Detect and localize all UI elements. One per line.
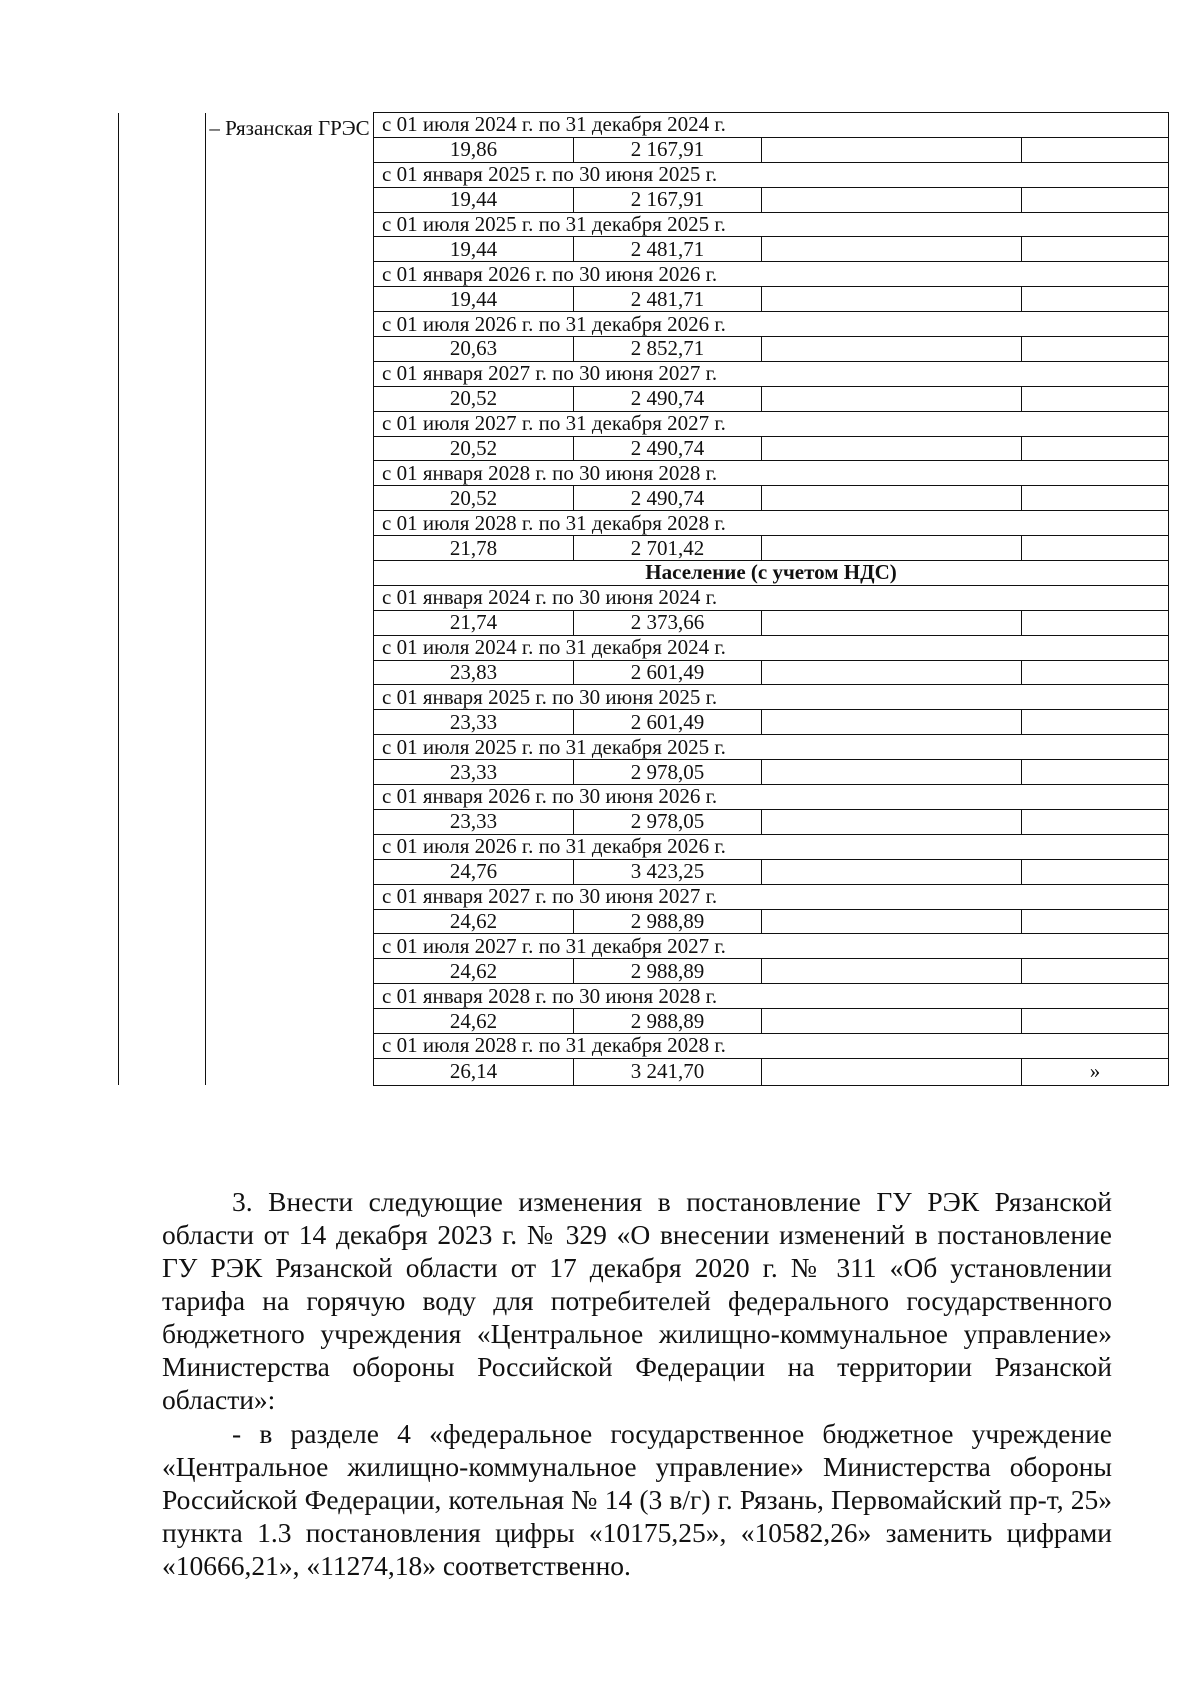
- closing-cell: [1022, 660, 1169, 685]
- period-cell: с 01 января 2024 г. по 30 июня 2024 г.: [374, 585, 1169, 610]
- price-value-cell: 3 241,70: [574, 1058, 762, 1085]
- price-value-cell: 2 601,49: [574, 660, 762, 685]
- organization-label: – Рязанская ГРЭС: [206, 113, 374, 1086]
- closing-cell: [1022, 237, 1169, 262]
- rate-value-cell: 24,76: [374, 859, 574, 884]
- closing-cell: [1022, 809, 1169, 834]
- blank-column-cell: [119, 113, 206, 1086]
- price-value-cell: 2 167,91: [574, 137, 762, 162]
- price-value-cell: 2 490,74: [574, 436, 762, 461]
- period-cell: с 01 января 2027 г. по 30 июня 2027 г.: [374, 361, 1169, 386]
- rate-value-cell: 24,62: [374, 909, 574, 934]
- closing-cell: [1022, 760, 1169, 785]
- price-value-cell: 2 988,89: [574, 959, 762, 984]
- empty-cell: [762, 809, 1022, 834]
- price-value-cell: 3 423,25: [574, 859, 762, 884]
- closing-cell: [1022, 137, 1169, 162]
- period-cell: с 01 января 2026 г. по 30 июня 2026 г.: [374, 262, 1169, 287]
- price-value-cell: 2 167,91: [574, 187, 762, 212]
- period-cell: с 01 января 2028 г. по 30 июня 2028 г.: [374, 984, 1169, 1009]
- closing-cell: [1022, 436, 1169, 461]
- paragraph-4: [162, 1417, 1112, 1582]
- rate-value-cell: 20,63: [374, 337, 574, 362]
- tariff-table: [118, 112, 1169, 1086]
- paragraph-3-text: 3. Внести следующие изменения в постановление ГУ РЭК Рязанской области от 14 декабря 2023 г. № 329 «О внесении изменений в постановление ГУ РЭК Рязанской области от 17 декабря 2020 г. № 311 «Об установлении тарифа на горячую воду для потребителей федерального государственного бюджетного учреждения «Центральное жилищно-коммунальное управление» Министерства обороны Российской Федерации на территории Рязанской области»:: [162, 1186, 1112, 1415]
- rate-value-cell: 21,74: [374, 610, 574, 635]
- period-cell: с 01 января 2025 г. по 30 июня 2025 г.: [374, 685, 1169, 710]
- closing-cell: [1022, 486, 1169, 511]
- rate-value-cell: 20,52: [374, 486, 574, 511]
- period-cell: с 01 июля 2028 г. по 31 декабря 2028 г.: [374, 1033, 1169, 1058]
- period-cell: с 01 июля 2024 г. по 31 декабря 2024 г.: [374, 113, 1169, 138]
- rate-value-cell: 19,44: [374, 187, 574, 212]
- paragraph-4-text: - в разделе 4 «федеральное государственное бюджетное учреждение «Центральное жилищно-коммунальное управление» Министерства обороны Российской Федерации, котельная № 14 (3 в/г) г. Рязань, Первомайский пр-т, 25» пункта 1.3 постановления цифры «10175,25», «10582,26» заменить цифрами «10666,21», «11274,18» соответственно.: [162, 1418, 1112, 1581]
- price-value-cell: 2 978,05: [574, 760, 762, 785]
- rate-value-cell: 23,33: [374, 809, 574, 834]
- empty-cell: [762, 610, 1022, 635]
- empty-cell: [762, 909, 1022, 934]
- empty-cell: [762, 710, 1022, 735]
- rate-value-cell: 24,62: [374, 1009, 574, 1034]
- closing-cell: [1022, 536, 1169, 561]
- empty-cell: [762, 486, 1022, 511]
- closing-cell: [1022, 337, 1169, 362]
- closing-cell: [1022, 287, 1169, 312]
- closing-cell: [1022, 610, 1169, 635]
- closing-cell: »: [1022, 1058, 1169, 1085]
- empty-cell: [762, 137, 1022, 162]
- empty-cell: [762, 187, 1022, 212]
- period-cell: с 01 января 2028 г. по 30 июня 2028 г.: [374, 461, 1169, 486]
- tariff-table-body: [119, 113, 1169, 1086]
- price-value-cell: 2 978,05: [574, 809, 762, 834]
- empty-cell: [762, 959, 1022, 984]
- rate-value-cell: 21,78: [374, 536, 574, 561]
- closing-cell: [1022, 710, 1169, 735]
- closing-cell: [1022, 1009, 1169, 1034]
- empty-cell: [762, 760, 1022, 785]
- rate-value-cell: 19,44: [374, 287, 574, 312]
- empty-cell: [762, 386, 1022, 411]
- rate-value-cell: 23,83: [374, 660, 574, 685]
- rate-value-cell: 19,44: [374, 237, 574, 262]
- rate-value-cell: 23,33: [374, 710, 574, 735]
- period-cell: с 01 июля 2027 г. по 31 декабря 2027 г.: [374, 411, 1169, 436]
- paragraph-3: [162, 1185, 1112, 1416]
- price-value-cell: 2 988,89: [574, 1009, 762, 1034]
- empty-cell: [762, 237, 1022, 262]
- price-value-cell: 2 373,66: [574, 610, 762, 635]
- period-cell: с 01 июля 2024 г. по 31 декабря 2024 г.: [374, 635, 1169, 660]
- closing-cell: [1022, 909, 1169, 934]
- price-value-cell: 2 852,71: [574, 337, 762, 362]
- price-value-cell: 2 701,42: [574, 536, 762, 561]
- rate-value-cell: 24,62: [374, 959, 574, 984]
- empty-cell: [762, 287, 1022, 312]
- period-cell: с 01 января 2026 г. по 30 июня 2026 г.: [374, 785, 1169, 810]
- period-cell: с 01 июля 2025 г. по 31 декабря 2025 г.: [374, 212, 1169, 237]
- closing-cell: [1022, 187, 1169, 212]
- price-value-cell: 2 481,71: [574, 237, 762, 262]
- empty-cell: [762, 1058, 1022, 1085]
- period-cell: с 01 июля 2026 г. по 31 декабря 2026 г.: [374, 834, 1169, 859]
- price-value-cell: 2 601,49: [574, 710, 762, 735]
- group-header-cell: Население (с учетом НДС): [374, 561, 1169, 586]
- empty-cell: [762, 337, 1022, 362]
- rate-value-cell: 20,52: [374, 436, 574, 461]
- table-row-period: [119, 113, 1169, 138]
- rate-value-cell: 23,33: [374, 760, 574, 785]
- rate-value-cell: 26,14: [374, 1058, 574, 1085]
- period-cell: с 01 июля 2025 г. по 31 декабря 2025 г.: [374, 735, 1169, 760]
- closing-cell: [1022, 859, 1169, 884]
- price-value-cell: 2 490,74: [574, 386, 762, 411]
- period-cell: с 01 июля 2028 г. по 31 декабря 2028 г.: [374, 511, 1169, 536]
- empty-cell: [762, 1009, 1022, 1034]
- price-value-cell: 2 481,71: [574, 287, 762, 312]
- period-cell: с 01 января 2025 г. по 30 июня 2025 г.: [374, 162, 1169, 187]
- period-cell: с 01 января 2027 г. по 30 июня 2027 г.: [374, 884, 1169, 909]
- empty-cell: [762, 859, 1022, 884]
- closing-cell: [1022, 386, 1169, 411]
- price-value-cell: 2 988,89: [574, 909, 762, 934]
- closing-cell: [1022, 959, 1169, 984]
- rate-value-cell: 20,52: [374, 386, 574, 411]
- rate-value-cell: 19,86: [374, 137, 574, 162]
- price-value-cell: 2 490,74: [574, 486, 762, 511]
- period-cell: с 01 июля 2027 г. по 31 декабря 2027 г.: [374, 934, 1169, 959]
- empty-cell: [762, 436, 1022, 461]
- empty-cell: [762, 536, 1022, 561]
- period-cell: с 01 июля 2026 г. по 31 декабря 2026 г.: [374, 312, 1169, 337]
- empty-cell: [762, 660, 1022, 685]
